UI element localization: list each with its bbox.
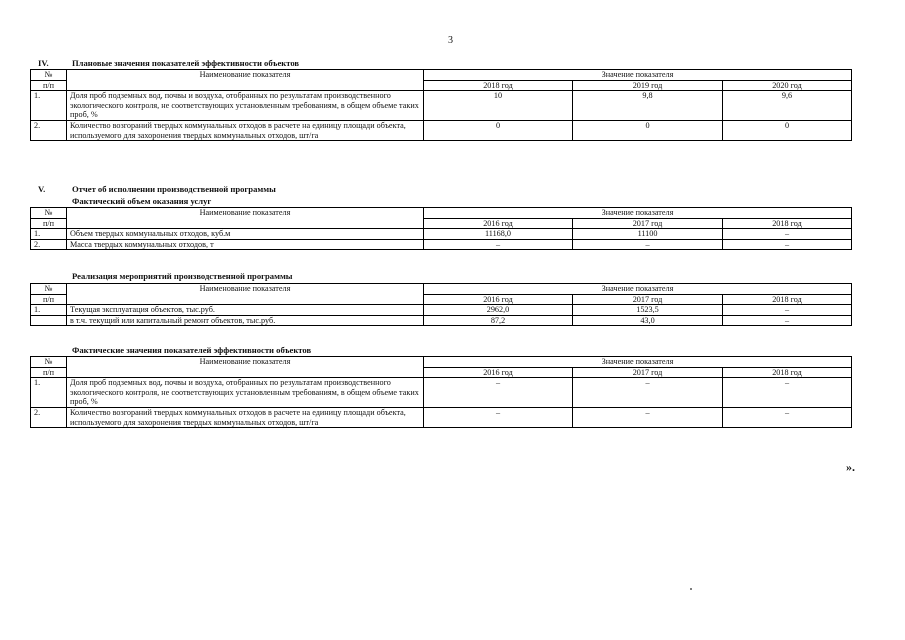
program-measures-title: Реализация мероприятий производственной программы bbox=[72, 271, 293, 281]
year-header: 2018 год bbox=[723, 218, 852, 229]
actual-indicators-table bbox=[30, 356, 852, 428]
row-value: – bbox=[573, 239, 723, 250]
row-value: 87,2 bbox=[424, 315, 573, 326]
services-volume-table bbox=[30, 207, 852, 250]
header-no: № bbox=[31, 208, 67, 219]
row-number: 2. bbox=[31, 120, 67, 140]
row-name: Количество возгораний твердых коммунальных отходов в расчете на единицу площади объекта, используемого для захоронения твердых коммунальных отходов, шт/га bbox=[67, 407, 424, 427]
table-header-row bbox=[31, 208, 852, 219]
row-name: Доля проб подземных вод, почвы и воздуха, отобранных по результатам производственного экологического контроля, не соответствующих установленным требованиям, в общем объеме таких проб, % bbox=[67, 378, 424, 408]
row-value: – bbox=[424, 407, 573, 427]
section-5-heading bbox=[38, 184, 276, 194]
row-value: 43,0 bbox=[573, 315, 723, 326]
table-row bbox=[31, 407, 852, 427]
table-row bbox=[31, 229, 852, 240]
header-value: Значение показателя bbox=[424, 284, 852, 295]
row-value: – bbox=[723, 305, 852, 316]
year-header: 2016 год bbox=[424, 218, 573, 229]
row-value: 1523,5 bbox=[573, 305, 723, 316]
section-5-number: V. bbox=[38, 184, 46, 194]
row-name: Количество возгораний твердых коммунальных отходов в расчете на единицу площади объекта, используемого для захоронения твердых коммунальных отходов, шт/га bbox=[67, 120, 424, 140]
header-value: Значение показателя bbox=[424, 357, 852, 368]
section-4-title: Плановые значения показателей эффективности объектов bbox=[72, 58, 300, 68]
scan-speck bbox=[690, 588, 692, 590]
row-name: Доля проб подземных вод, почвы и воздуха, отобранных по результатам производственного экологического контроля, не соответствующих установленным требованиям, в общем объеме таких проб, % bbox=[67, 91, 424, 121]
row-value: – bbox=[723, 407, 852, 427]
year-header: 2017 год bbox=[573, 367, 723, 378]
row-value: – bbox=[424, 378, 573, 408]
program-measures-table bbox=[30, 283, 852, 326]
header-value: Значение показателя bbox=[424, 208, 852, 219]
header-no: № bbox=[31, 70, 67, 81]
row-value: 11168,0 bbox=[424, 229, 573, 240]
row-value: – bbox=[723, 315, 852, 326]
header-name: Наименование показателя bbox=[67, 284, 424, 305]
section-4-number: IV. bbox=[38, 58, 49, 68]
planned-indicators-table bbox=[30, 69, 852, 141]
row-value: – bbox=[424, 239, 573, 250]
row-value: 11100 bbox=[573, 229, 723, 240]
page-number: 3 bbox=[448, 35, 453, 46]
row-name: в т.ч. текущий или капитальный ремонт объектов, тыс.руб. bbox=[67, 315, 424, 326]
header-no: № bbox=[31, 357, 67, 368]
row-value: 9,6 bbox=[723, 91, 852, 121]
row-name: Масса твердых коммунальных отходов, т bbox=[67, 239, 424, 250]
header-no-sub: п/п bbox=[31, 367, 67, 378]
table-row bbox=[31, 120, 852, 140]
row-name: Объем твердых коммунальных отходов, куб.м bbox=[67, 229, 424, 240]
row-value: – bbox=[723, 239, 852, 250]
row-value: 0 bbox=[723, 120, 852, 140]
header-no-sub: п/п bbox=[31, 294, 67, 305]
row-number: 1. bbox=[31, 229, 67, 240]
header-no: № bbox=[31, 284, 67, 295]
row-value: – bbox=[573, 407, 723, 427]
year-header: 2018 год bbox=[424, 80, 573, 91]
row-value: 9,8 bbox=[573, 91, 723, 121]
header-name: Наименование показателя bbox=[67, 208, 424, 229]
header-name: Наименование показателя bbox=[67, 70, 424, 91]
year-header: 2019 год bbox=[573, 80, 723, 91]
table-row bbox=[31, 378, 852, 408]
row-number: 1. bbox=[31, 91, 67, 121]
row-value: 0 bbox=[573, 120, 723, 140]
year-header: 2018 год bbox=[723, 294, 852, 305]
table-header-row bbox=[31, 70, 852, 81]
table-row bbox=[31, 315, 852, 326]
row-value: – bbox=[723, 229, 852, 240]
closing-quote: ». bbox=[846, 460, 855, 474]
row-value: 10 bbox=[424, 91, 573, 121]
year-header: 2016 год bbox=[424, 294, 573, 305]
row-number bbox=[31, 315, 67, 326]
section-5-title: Отчет об исполнении производственной программы bbox=[72, 184, 276, 194]
table-row bbox=[31, 239, 852, 250]
row-value: – bbox=[723, 378, 852, 408]
table-header-row bbox=[31, 357, 852, 368]
year-header: 2020 год bbox=[723, 80, 852, 91]
year-header: 2016 год bbox=[424, 367, 573, 378]
year-header: 2017 год bbox=[573, 294, 723, 305]
section-4-heading bbox=[38, 58, 299, 68]
header-value: Значение показателя bbox=[424, 70, 852, 81]
row-value: 2962,0 bbox=[424, 305, 573, 316]
table-row bbox=[31, 91, 852, 121]
row-number: 2. bbox=[31, 239, 67, 250]
row-value: 0 bbox=[424, 120, 573, 140]
year-header: 2018 год bbox=[723, 367, 852, 378]
header-name: Наименование показателя bbox=[67, 357, 424, 378]
table-row bbox=[31, 305, 852, 316]
header-no-sub: п/п bbox=[31, 218, 67, 229]
actual-indicators-title: Фактические значения показателей эффективности объектов bbox=[72, 345, 312, 355]
header-no-sub: п/п bbox=[31, 80, 67, 91]
row-number: 1. bbox=[31, 378, 67, 408]
row-value: – bbox=[573, 378, 723, 408]
year-header: 2017 год bbox=[573, 218, 723, 229]
row-number: 1. bbox=[31, 305, 67, 316]
row-name: Текущая эксплуатация объектов, тыс.руб. bbox=[67, 305, 424, 316]
table-header-row bbox=[31, 284, 852, 295]
services-volume-title: Фактический объем оказания услуг bbox=[72, 196, 212, 206]
row-number: 2. bbox=[31, 407, 67, 427]
